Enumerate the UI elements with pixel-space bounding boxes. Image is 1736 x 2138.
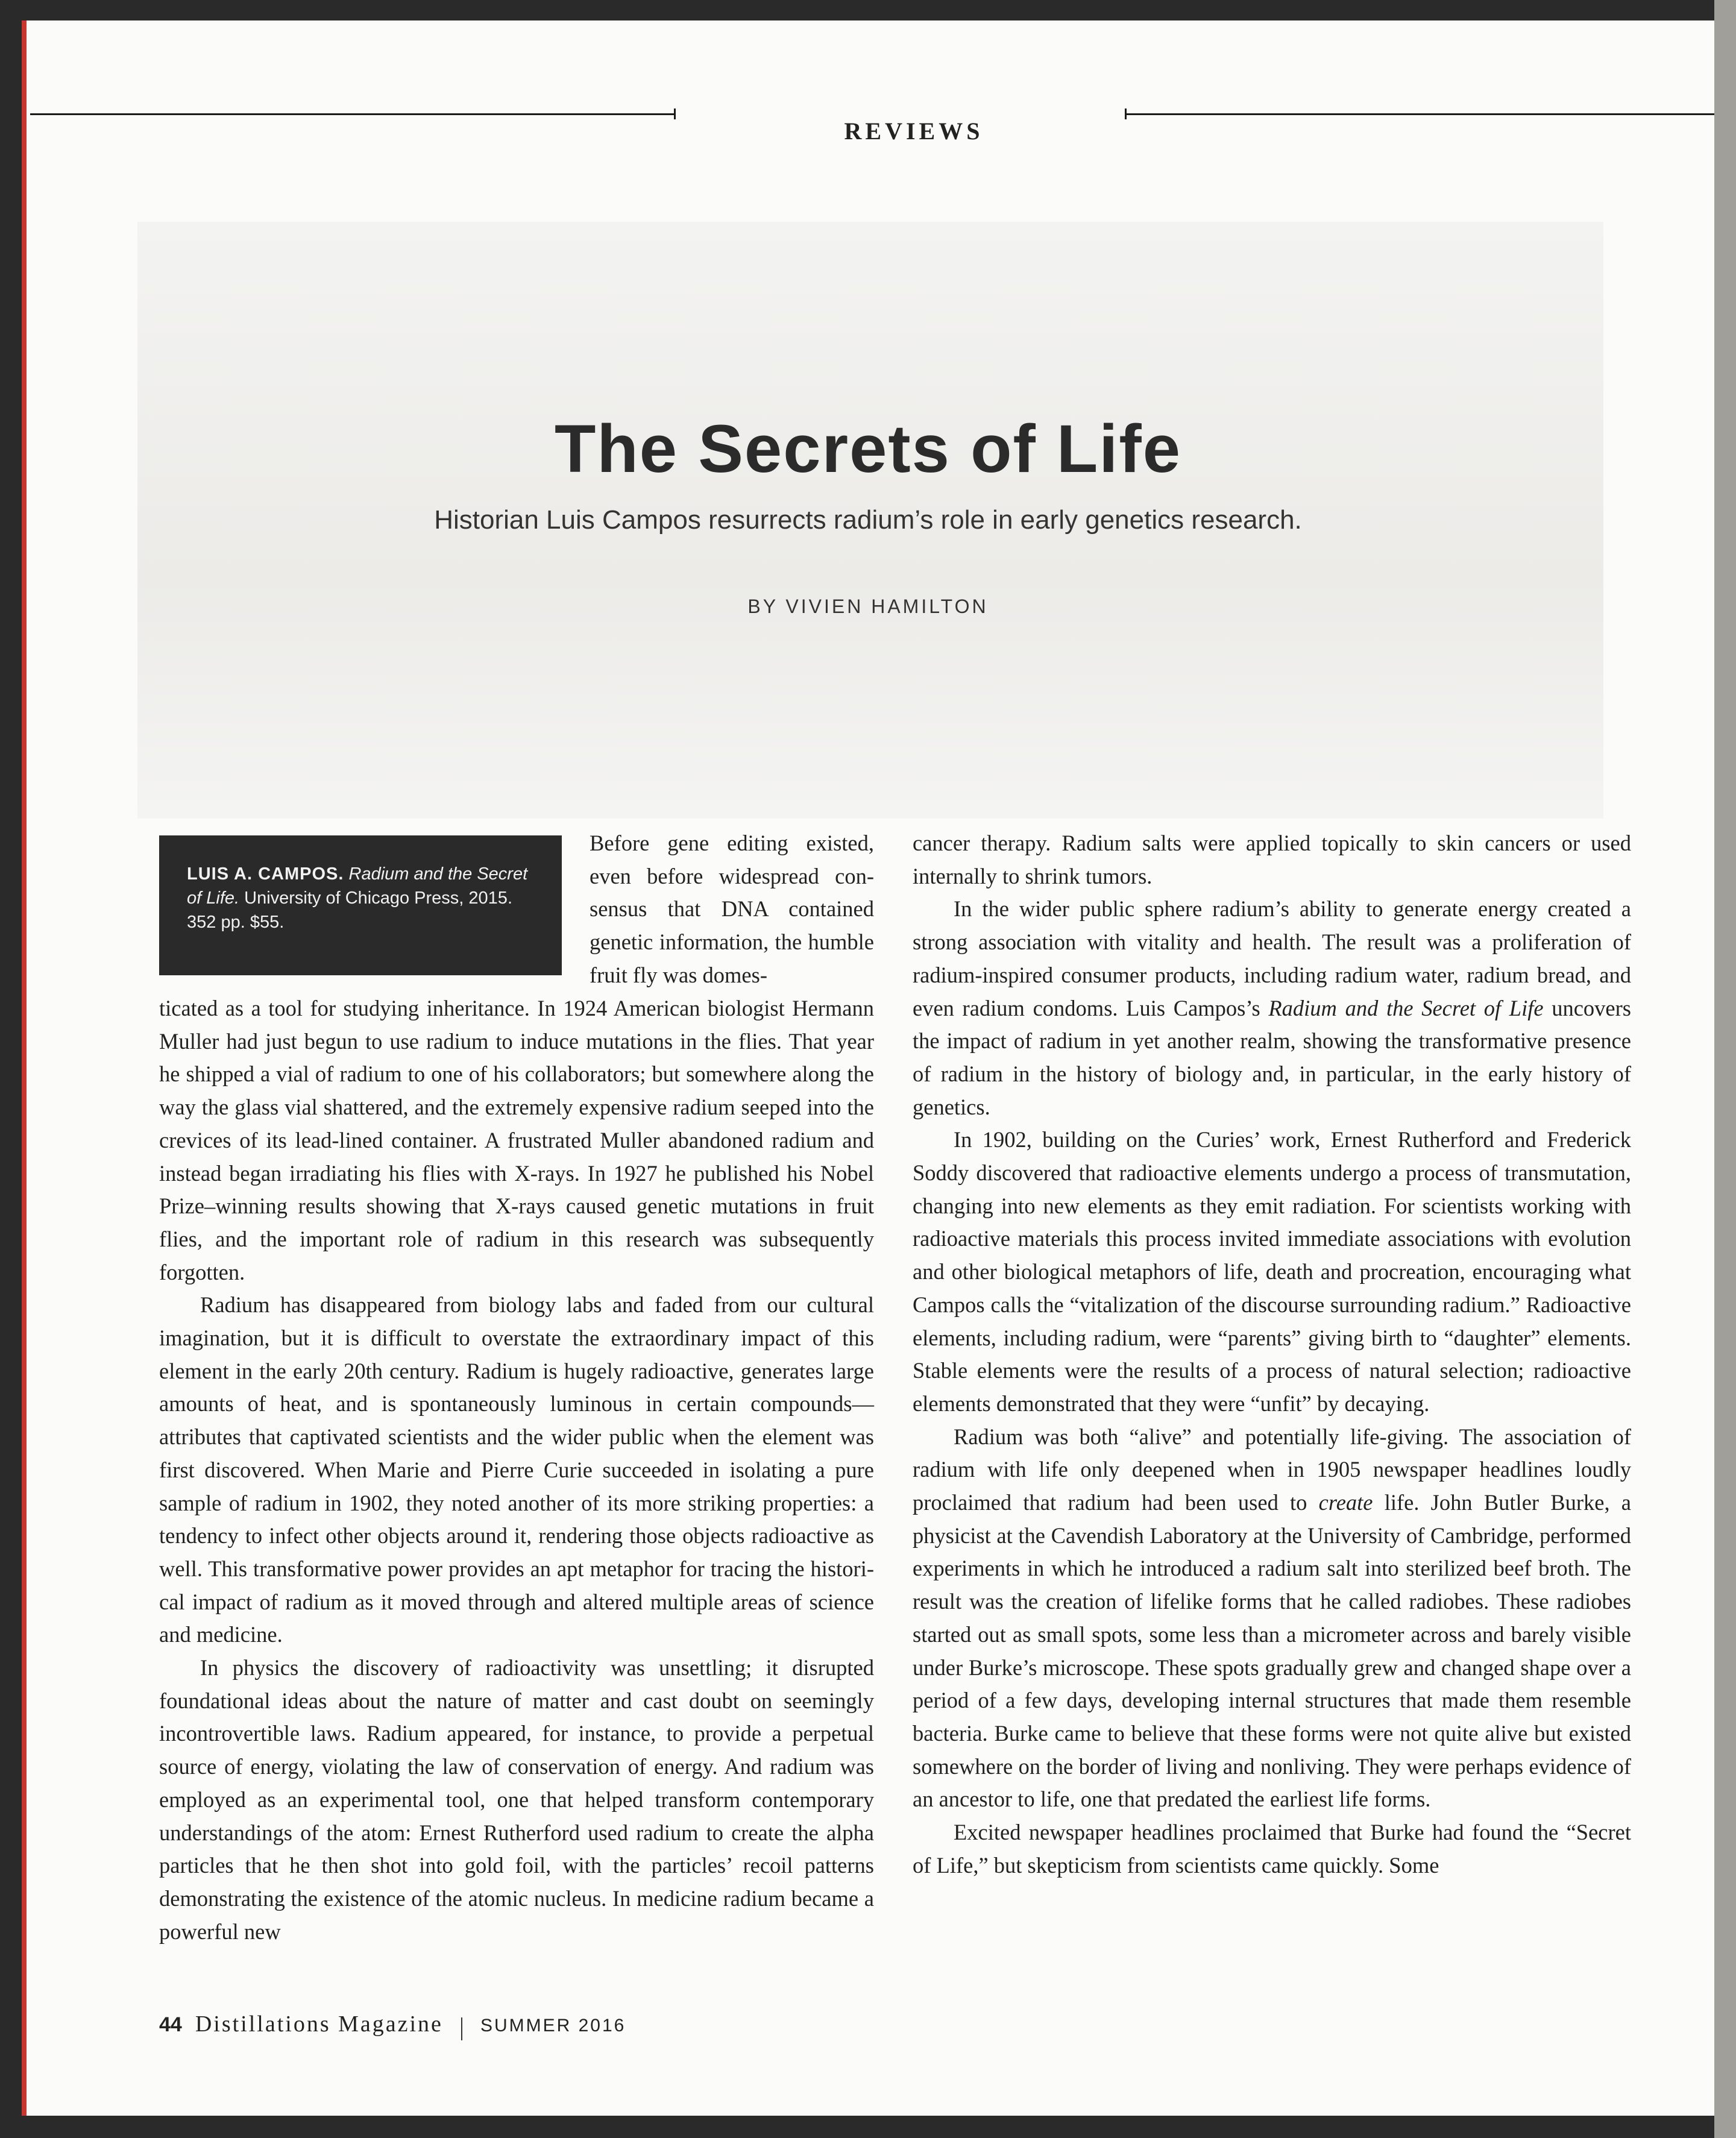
header-rule-right <box>1125 113 1714 115</box>
footer-divider <box>461 2017 462 2040</box>
paragraph <box>913 893 1631 1124</box>
paragraph: In physics the discovery of radioactivity was unsettling; it disrupted foundational ideas about the nature of matter and cast doubt on seemingly incontrovertible laws. Radium appeared, for instance, to provide a perpetual source of energy, violating the law of conservation of energy. And radium was employed as an experimental tool, one that helped transform contemporary understandings of the atom: Ernest Rutherford used radium to create the alpha particles that he then shot into gold foil, with the particles’ recoil patterns demonstrating the existence of the atomic nucleus. In medicine radium became a powerful new <box>159 1655 874 1944</box>
paragraph: In 1902, building on the Curies’ work, Ernest Rutherford and Frederick Soddy discovered that radioactive elements undergo a process of transmutation, changing into new elements as they emit radiation. For scientists working with radioactive materials this process invited immediate associations with evolution and other biological metaphors of life, death and procreation, encouraging what Campos calls the “vitalization of the discourse surrounding radium.” Radioactive elements, including radium, were “parents” giving birth to “daughter” elements. Stable elements were the results of a process of natural selection; radioactive elements demonstrated that they were “unfit” by decaying. <box>913 1127 1631 1416</box>
column-1-intro <box>590 827 874 992</box>
emphasis: create <box>1318 1490 1373 1515</box>
page-footer <box>159 2011 626 2047</box>
intro-paragraph: Before gene editing existed, even before widespread consensus that DNA contained genetic information, the humble fruit fly was domes- <box>590 831 874 987</box>
paragraph: Excited newspaper headlines proclaimed that Burke had found the “Secret of Life,” but skepticism from scientists came quickly. Some <box>913 1820 1631 1878</box>
issue-date: SUMMER 2016 <box>480 2016 626 2036</box>
book-title-inline: Radium and the Secret of Life <box>1268 995 1544 1020</box>
book-title: Radium and the Secret of Life. <box>187 864 528 908</box>
column-1-body <box>159 992 874 1948</box>
text-run: In the wider public sphere radium’s ability to generate energy created a strong association with vitality and health. The result was a proliferation of radium-inspired consumer products, including radium water, radium bread, and even radium condoms. Luis Campos’s <box>913 896 1631 1020</box>
article-byline: BY VIVIEN HAMILTON <box>747 596 989 617</box>
page-gutter <box>1714 0 1736 2138</box>
book-author: LUIS A. CAMPOS. <box>187 864 344 884</box>
article-title: The Secrets of Life <box>554 411 1182 486</box>
section-label: REVIEWS <box>844 118 984 145</box>
header-rule-left <box>30 113 675 115</box>
paragraph-continued: ticated as a tool for studying inheritance. In 1924 American biologist Hermann Muller had just begun to use radium to induce mutations in the flies. That year he shipped a vial of radium to one of his collaborators; but somewhere along the way the glass vial shattered, and the extremely expensive radium seeped into the crevices of its lead-lined container. A frustrated Muller abandoned radium and instead began irradiating his flies with X-rays. In 1927 he published his Nobel Prize–winning results showing that X-rays caused genetic mutations in fruit flies, and the important role of radium in this research was subsequently forgotten. <box>159 996 874 1284</box>
magazine-name: Distillations Magazine <box>195 2011 443 2037</box>
article-subtitle: Historian Luis Campos resurrects radium’s role in early genetics research. <box>434 505 1302 535</box>
column-2-body <box>913 827 1631 1882</box>
page-edge-accent <box>22 20 27 2116</box>
paragraph <box>913 1421 1631 1816</box>
book-details: University of Chicago Press, 2015. 352 pp. $55. <box>187 888 512 932</box>
text-run: uncovers the impact of radium in yet another realm, showing the transformative presence of radium in the history of biology and, in particular, in the early history of genetics. <box>913 995 1631 1119</box>
page-number: 44 <box>159 2013 182 2036</box>
text-run: life. John Butler Burke, a physicist at the Cavendish Laboratory at the University of Cambridge, performed experiments in which he introduced a radium salt into sterilized beef broth. The result was the creation of lifelike forms that he called radiobes. These radiobes started out as small spots, some less than a micrometer across and barely visible under Burke’s microscope. These spots gradually grew and changed shape over a period of a few days, developing internal structures that made them resemble bacteria. Burke came to believe that these forms were not quite alive but existed somewhere on the border of living and nonliving. They were perhaps evidence of an ancestor to life, one that predated the earliest life forms. <box>913 1490 1631 1812</box>
book-info-box <box>159 835 562 975</box>
text-run: Radium was both “alive” and potentially life-giving. The association of radium with life only deepened when in 1905 newspaper headlines loudly proclaimed that radium had been used to <box>913 1424 1631 1515</box>
header-rule-tick-left <box>674 108 676 119</box>
paragraph-continued: cancer therapy. Radium salts were applied topically to skin cancers or used internally to shrink tumors. <box>913 831 1631 888</box>
paragraph: Radium has disappeared from biology labs and faded from our cultural imagination, but it is difficult to overstate the extraordinary impact of this element in the early 20th century. Radium is hugely radioactive, generates large amounts of heat, and is spontaneously luminous in certain compounds—attributes that captivated scientists and the wider public when the element was first discovered. When Marie and Pierre Curie succeeded in isolating a pure sample of radium in 1902, they noted another of its more striking properties: a tendency to infect other objects around it, rendering those objects radioactive as well. This transformative power provides an apt metaphor for tracing the historical impact of radium as it moved through and altered multiple areas of science and medicine. <box>159 1292 874 1647</box>
